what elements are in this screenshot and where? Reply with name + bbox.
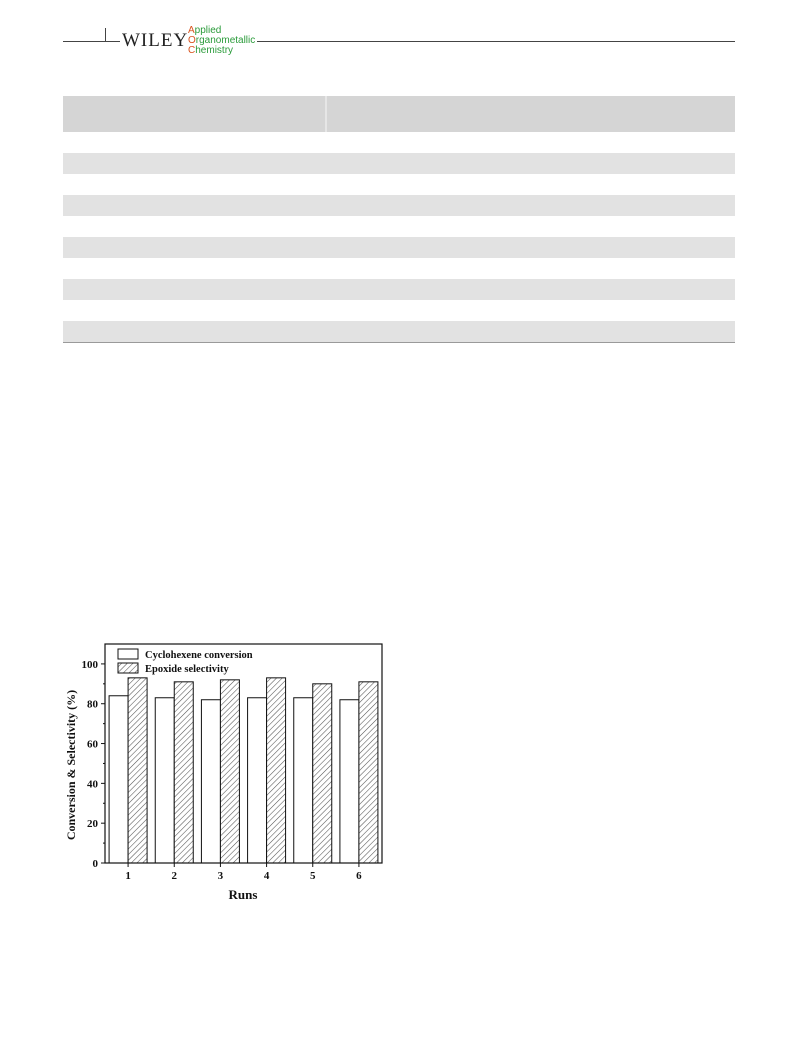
legend-swatch-selectivity <box>118 663 138 673</box>
publisher-logo: WILEY <box>122 30 189 51</box>
bar-conversion-run-3 <box>201 700 220 863</box>
x-tick-label: 5 <box>310 870 316 882</box>
table-header <box>63 96 735 132</box>
table-bottom-rule <box>63 342 735 343</box>
table-row <box>63 321 735 342</box>
bar-selectivity-run-2 <box>174 682 193 863</box>
table-row <box>63 153 735 174</box>
header-rule-left <box>63 41 120 42</box>
bar-chart <box>58 636 390 908</box>
bar-selectivity-run-1 <box>128 678 147 863</box>
y-tick-label: 80 <box>87 698 98 711</box>
header-rule-right <box>250 41 735 42</box>
x-tick-label: 4 <box>263 870 270 882</box>
y-tick-label: 0 <box>92 858 98 870</box>
table-row <box>63 216 735 237</box>
x-tick-label: 6 <box>356 870 362 882</box>
journal-logo <box>188 26 257 56</box>
y-tick-label: 60 <box>87 738 98 751</box>
table-column-separator <box>325 96 327 132</box>
bar-conversion-run-6 <box>340 700 359 863</box>
journal-line-2: Organometallic <box>188 35 256 46</box>
bar-conversion-run-5 <box>294 698 313 863</box>
journal-line-1: Applied <box>188 25 222 36</box>
bar-conversion-run-4 <box>248 698 267 863</box>
table-row <box>63 132 735 153</box>
journal-line-3: Chemistry <box>188 45 234 56</box>
legend-label-conversion: Cyclohexene conversion <box>145 650 253 661</box>
table-row <box>63 300 735 321</box>
table-row <box>63 195 735 216</box>
bar-conversion-run-2 <box>155 698 174 863</box>
y-axis-label: Conversion & Selectivity (%) <box>64 689 78 841</box>
x-tick-label: 2 <box>171 870 177 882</box>
data-table <box>63 96 735 343</box>
legend-swatch-conversion <box>118 649 138 659</box>
x-tick-label: 1 <box>125 870 131 882</box>
bar-selectivity-run-5 <box>313 684 332 863</box>
table-row <box>63 174 735 195</box>
legend <box>118 649 253 675</box>
bar-conversion-run-1 <box>109 696 128 863</box>
bar-selectivity-run-4 <box>267 678 286 863</box>
legend-label-selectivity: Epoxide selectivity <box>145 664 229 675</box>
y-tick-label: 40 <box>87 778 98 791</box>
bar-selectivity-run-3 <box>220 680 239 863</box>
y-tick-label: 20 <box>87 818 98 831</box>
table-row <box>63 279 735 300</box>
y-tick-label: 100 <box>81 658 98 671</box>
bar-selectivity-run-6 <box>359 682 378 863</box>
table-row <box>63 237 735 258</box>
x-axis-label: Runs <box>228 887 258 902</box>
x-tick-label: 3 <box>217 870 224 882</box>
table-row <box>63 258 735 279</box>
header-tick <box>105 28 106 42</box>
